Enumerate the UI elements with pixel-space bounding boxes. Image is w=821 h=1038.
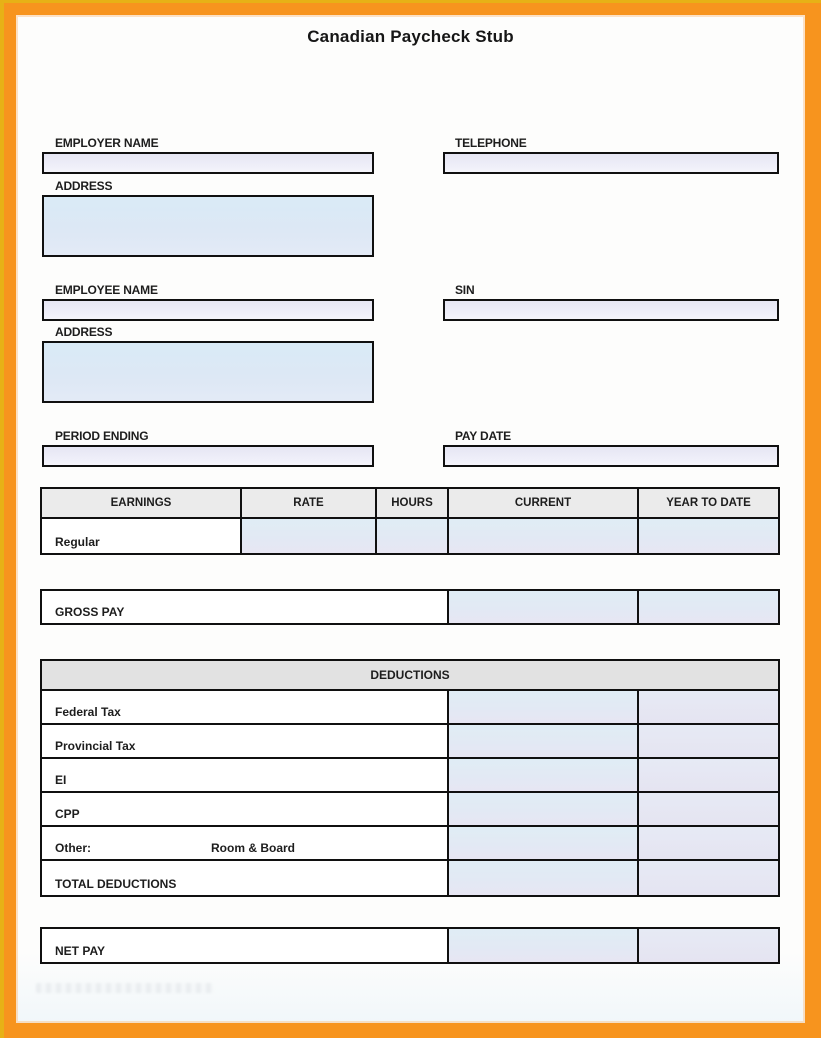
year-to-date-header: YEAR TO DATE — [639, 489, 778, 517]
telephone-input[interactable] — [443, 152, 779, 174]
employee-address-input[interactable] — [42, 341, 374, 403]
cpp-ytd-cell[interactable] — [639, 793, 778, 825]
footer-watermark-smudge — [36, 983, 214, 993]
federal-tax-ytd-cell[interactable] — [639, 691, 778, 723]
net-pay-current-cell[interactable] — [449, 929, 639, 962]
net-pay-label: NET PAY — [42, 929, 449, 962]
cpp-label: CPP — [42, 793, 449, 825]
period-ending-input[interactable] — [42, 445, 374, 467]
net-pay-row — [42, 929, 778, 962]
period-ending-label: PERIOD ENDING — [55, 429, 149, 443]
gross-pay-label: GROSS PAY — [42, 591, 449, 623]
regular-ytd-cell[interactable] — [639, 519, 778, 553]
sin-label: SIN — [455, 283, 475, 297]
gross-pay-table — [40, 589, 780, 625]
ei-current-cell[interactable] — [449, 759, 639, 791]
earnings-table — [40, 487, 780, 555]
gross-pay-row — [42, 591, 778, 623]
pay-date-label: PAY DATE — [455, 429, 511, 443]
employer-address-input[interactable] — [42, 195, 374, 257]
deductions-header: DEDUCTIONS — [42, 661, 778, 691]
provincial-tax-label: Provincial Tax — [42, 725, 449, 757]
federal-tax-current-cell[interactable] — [449, 691, 639, 723]
other-label-cell — [42, 827, 449, 859]
regular-rate-cell[interactable] — [242, 519, 377, 553]
employer-name-input[interactable] — [42, 152, 374, 174]
deduction-row-cpp — [42, 793, 778, 827]
pay-date-input[interactable] — [443, 445, 779, 467]
hours-header: HOURS — [377, 489, 449, 517]
earnings-row-regular — [42, 519, 778, 553]
total-deductions-ytd-cell[interactable] — [639, 861, 778, 895]
ei-label: EI — [42, 759, 449, 791]
employer-address-label: ADDRESS — [55, 179, 113, 193]
other-ytd-cell[interactable] — [639, 827, 778, 859]
deduction-row-ei — [42, 759, 778, 793]
frame-top-edge — [0, 0, 821, 3]
cpp-current-cell[interactable] — [449, 793, 639, 825]
current-header: CURRENT — [449, 489, 639, 517]
regular-current-cell[interactable] — [449, 519, 639, 553]
other-label: Other: — [55, 841, 91, 855]
employer-name-label: EMPLOYER NAME — [55, 136, 159, 150]
total-deductions-current-cell[interactable] — [449, 861, 639, 895]
federal-tax-label: Federal Tax — [42, 691, 449, 723]
deductions-table — [40, 659, 780, 897]
earnings-header-row — [42, 489, 778, 519]
deduction-row-provincial-tax — [42, 725, 778, 759]
net-pay-table — [40, 927, 780, 964]
other-sublabel: Room & Board — [211, 841, 295, 855]
sin-input[interactable] — [443, 299, 779, 321]
regular-hours-cell[interactable] — [377, 519, 449, 553]
net-pay-ytd-cell[interactable] — [639, 929, 778, 962]
gross-pay-ytd-cell[interactable] — [639, 591, 778, 623]
earnings-header: EARNINGS — [42, 489, 242, 517]
regular-label: Regular — [42, 519, 242, 553]
rate-header: RATE — [242, 489, 377, 517]
deduction-row-total — [42, 861, 778, 895]
employee-name-input[interactable] — [42, 299, 374, 321]
provincial-tax-current-cell[interactable] — [449, 725, 639, 757]
gross-pay-current-cell[interactable] — [449, 591, 639, 623]
page-title: Canadian Paycheck Stub — [307, 27, 514, 46]
telephone-label: TELEPHONE — [455, 136, 527, 150]
deduction-row-other — [42, 827, 778, 861]
frame-left-edge — [0, 0, 4, 1038]
employee-address-label: ADDRESS — [55, 325, 113, 339]
ei-ytd-cell[interactable] — [639, 759, 778, 791]
provincial-tax-ytd-cell[interactable] — [639, 725, 778, 757]
paycheck-stub-sheet — [16, 15, 805, 1023]
other-current-cell[interactable] — [449, 827, 639, 859]
total-deductions-label: TOTAL DEDUCTIONS — [42, 861, 449, 895]
employee-name-label: EMPLOYEE NAME — [55, 283, 158, 297]
deduction-row-federal-tax — [42, 691, 778, 725]
